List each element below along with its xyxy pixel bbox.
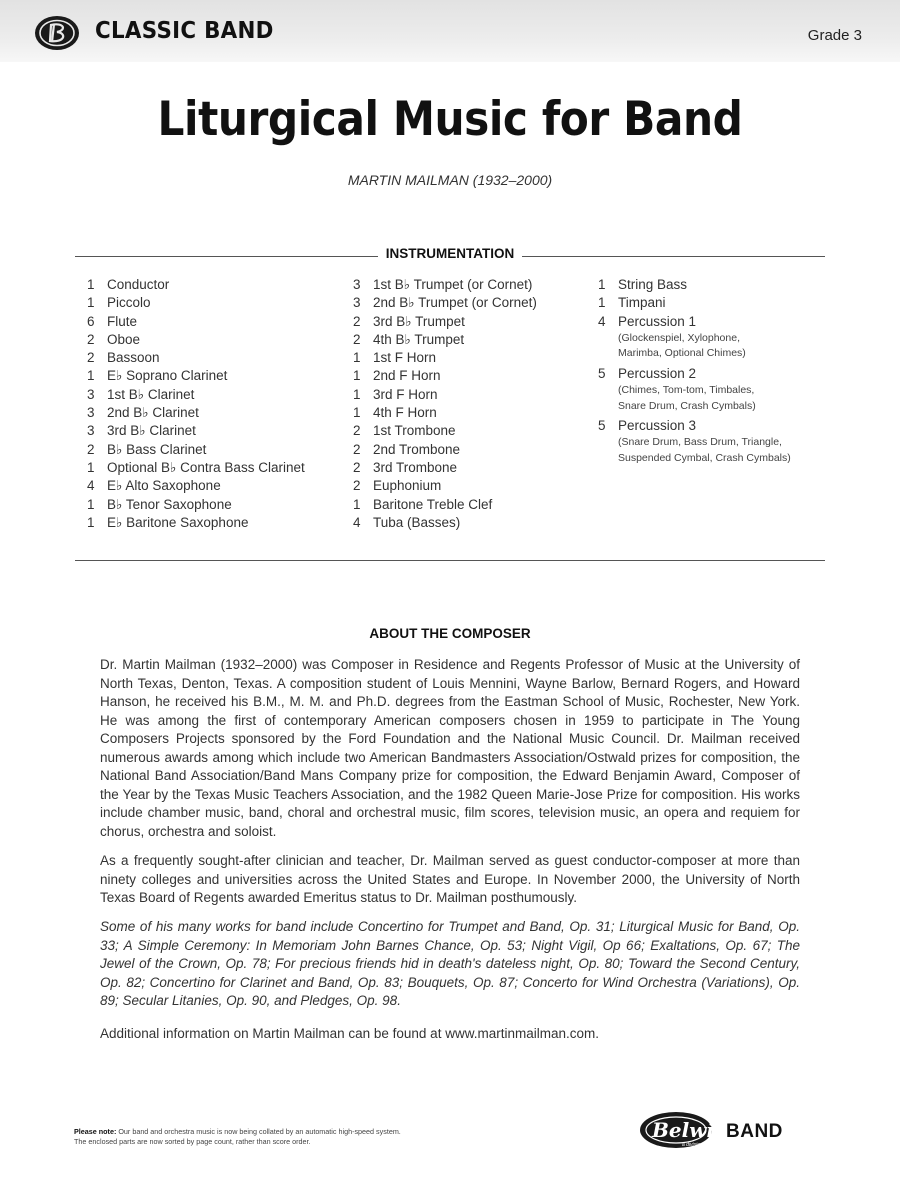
instrument-name: Tuba (Basses) xyxy=(373,514,461,530)
series-title: CLASSIC BAND xyxy=(95,18,274,44)
belwin-script: Belwin xyxy=(652,1118,729,1142)
instrument-quantity: 3 xyxy=(353,295,361,311)
instrument-name: 2nd F Horn xyxy=(373,368,441,384)
instrument-name: E♭ Soprano Clarinet xyxy=(107,368,228,384)
instrument-quantity: 1 xyxy=(353,405,361,421)
instrument-name: Baritone Treble Clef xyxy=(373,496,493,512)
about-paragraph-3: Some of his many works for band include Concertino for Trumpet and Band, Op. 31; Liturgical Music for Band, Op. 33; A Simple Ceremony: In Memoriam John Barnes Chance, Op. 53; Night Vigil, Op 66; Exaltations, Op. 67; The Jewel of the Crown, Op. 78; For precious friends hid in death's dateless night, Op. 80; Toward the Second Century, Op. 82; Concertino for Clarinet and Band, Op. 83; Bouquets, Op. 87; Concerto for Wind Orchestra (Variations), Op. 89; Secular Litanies, Op. 90, and Pledges, Op. 98. xyxy=(100,919,800,1008)
grade-label: Grade 3 xyxy=(807,27,862,44)
instrument-name: 1st B♭ Trumpet (or Cornet) xyxy=(373,277,533,292)
instrument-detail: Marimba, Optional Chimes) xyxy=(618,347,746,360)
instrumentation-column-2 xyxy=(353,276,537,532)
instrument-name: Piccolo xyxy=(107,295,151,311)
instrument-name: 3rd B♭ Trumpet xyxy=(373,313,465,329)
instrument-detail: Suspended Cymbal, Crash Cymbals) xyxy=(618,451,791,464)
instrument-quantity: 4 xyxy=(87,478,95,494)
instrument-quantity: 1 xyxy=(87,295,95,311)
instrument-quantity: 1 xyxy=(87,368,95,384)
instrument-row xyxy=(353,331,537,349)
instrument-quantity: 2 xyxy=(87,331,95,347)
instrument-quantity: 3 xyxy=(353,277,361,292)
classic-band-logo-icon xyxy=(34,13,80,53)
about-paragraph-2: As a frequently sought-after clinician and teacher, Dr. Mailman served as guest conductor-composer at more than ninety colleges and universities across the United States and Europe. In November 2000, the University of North Texas Board of Regents awarded Emeritus status to Dr. Mailman posthumously. xyxy=(100,853,800,905)
instrument-row xyxy=(87,331,305,349)
instrument-detail: (Snare Drum, Bass Drum, Triangle, xyxy=(618,436,782,449)
instrument-row xyxy=(87,514,305,532)
header-bar xyxy=(0,0,900,62)
instrument-quantity: 2 xyxy=(353,331,361,347)
instrument-name: E♭ Baritone Saxophone xyxy=(107,514,249,530)
instrument-row xyxy=(353,367,537,385)
instrument-row xyxy=(87,441,305,459)
instrument-name: 4th F Horn xyxy=(373,405,437,421)
instrument-row xyxy=(598,276,791,294)
instrument-name: String Bass xyxy=(618,277,688,292)
instrument-name: Percussion 3 xyxy=(618,418,697,434)
instrument-quantity: 1 xyxy=(598,277,606,292)
instrument-quantity: 2 xyxy=(353,441,361,457)
instrument-quantity: 4 xyxy=(353,514,361,530)
instrument-detail: Snare Drum, Crash Cymbals) xyxy=(618,399,756,412)
instrument-row xyxy=(87,496,305,514)
belwin-subtitle: a division of Alfred xyxy=(682,1142,723,1148)
instrument-name: Timpani xyxy=(618,295,666,311)
instrument-row xyxy=(598,313,791,331)
instrument-row xyxy=(87,477,305,495)
instrument-row xyxy=(353,422,537,440)
instrument-quantity: 2 xyxy=(353,478,361,494)
instrument-row xyxy=(353,441,537,459)
instrument-quantity: 1 xyxy=(598,295,606,311)
instrument-row xyxy=(353,477,537,495)
note-line-1: Our band and orchestra music is now being collated by an automatic high-speed system. xyxy=(116,1127,401,1136)
instrument-name: 3rd F Horn xyxy=(373,386,438,402)
instrument-row xyxy=(598,417,791,435)
collation-note xyxy=(74,1127,514,1147)
instrument-row xyxy=(87,404,305,422)
instrument-quantity: 6 xyxy=(87,313,95,329)
page-title: Liturgical Music for Band xyxy=(157,92,743,147)
instrument-quantity: 1 xyxy=(87,514,95,530)
composer-line: MARTIN MAILMAN (1932–2000) xyxy=(347,172,553,188)
instrument-quantity: 1 xyxy=(353,368,361,384)
instrument-quantity: 1 xyxy=(353,496,361,512)
instrument-row xyxy=(353,294,537,312)
instrument-quantity: 4 xyxy=(598,313,606,329)
instrument-name: E♭ Alto Saxophone xyxy=(107,478,221,494)
instrument-row xyxy=(353,349,537,367)
about-paragraph-4: Additional information on Martin Mailman can be found at www.martinmailman.com. xyxy=(100,1026,599,1041)
instrument-row xyxy=(598,294,791,312)
instrument-quantity: 5 xyxy=(598,365,606,381)
instrument-name: Conductor xyxy=(107,277,170,292)
instrument-quantity: 2 xyxy=(87,441,95,457)
instrument-row xyxy=(87,349,305,367)
instrument-quantity: 5 xyxy=(598,418,606,434)
instrument-row xyxy=(87,276,305,294)
instrument-name: 4th B♭ Trumpet xyxy=(373,331,465,347)
instrument-quantity: 1 xyxy=(87,459,95,475)
instrument-quantity: 1 xyxy=(353,386,361,402)
instrument-row xyxy=(353,313,537,331)
instrumentation-column-3 xyxy=(598,276,791,469)
instrument-name: 1st Trombone xyxy=(373,423,456,439)
instrument-name: 1st F Horn xyxy=(373,350,437,366)
instrument-row xyxy=(87,313,305,331)
instrument-quantity: 2 xyxy=(353,423,361,439)
instrument-quantity: 2 xyxy=(353,459,361,475)
instrument-quantity: 2 xyxy=(353,313,361,329)
instrument-name: Euphonium xyxy=(373,478,442,494)
instrument-name: Bassoon xyxy=(107,350,160,366)
instrument-row xyxy=(353,404,537,422)
instrument-name: Oboe xyxy=(107,331,141,347)
instrument-quantity: 3 xyxy=(87,405,95,421)
instrument-row xyxy=(353,459,537,477)
instrument-quantity: 1 xyxy=(87,277,95,292)
instrument-quantity: 3 xyxy=(87,386,95,402)
instrument-detail: (Glockenspiel, Xylophone, xyxy=(618,331,740,344)
instrumentation-bottom-rule xyxy=(75,560,825,561)
instrument-name: 1st B♭ Clarinet xyxy=(107,386,195,402)
instrument-row xyxy=(87,294,305,312)
instrument-quantity: 3 xyxy=(87,423,95,439)
instrument-row xyxy=(353,514,537,532)
instrument-name: 3rd Trombone xyxy=(373,459,458,475)
belwin-band-word: BAND xyxy=(726,1121,783,1142)
instrument-row xyxy=(87,422,305,440)
instrumentation-heading: INSTRUMENTATION xyxy=(0,246,900,261)
instrument-name: B♭ Bass Clarinet xyxy=(107,441,207,457)
instrument-row xyxy=(353,276,537,294)
instrument-row xyxy=(87,459,305,477)
belwin-band-logo xyxy=(638,1108,828,1156)
note-label: Please note: xyxy=(74,1127,117,1136)
about-heading: ABOUT THE COMPOSER xyxy=(369,626,531,641)
instrument-row xyxy=(598,365,791,383)
instrument-name: 2nd Trombone xyxy=(373,441,461,457)
instrument-detail: (Chimes, Tom-tom, Timbales, xyxy=(618,384,755,397)
instrument-quantity: 1 xyxy=(353,350,361,366)
note-line-2: The enclosed parts are now sorted by page count, rather than score order. xyxy=(74,1137,311,1146)
instrument-quantity: 1 xyxy=(87,496,95,512)
instrument-name: 3rd B♭ Clarinet xyxy=(107,423,196,439)
instrument-row xyxy=(353,496,537,514)
instrument-name: B♭ Tenor Saxophone xyxy=(107,496,232,512)
instrument-name: Percussion 2 xyxy=(618,365,697,381)
instrument-row xyxy=(87,367,305,385)
instrument-name: 2nd B♭ Clarinet xyxy=(107,405,199,421)
instrument-row xyxy=(353,386,537,404)
instrumentation-column-1 xyxy=(87,276,305,532)
instrument-name: Flute xyxy=(107,313,138,329)
instrument-quantity: 2 xyxy=(87,350,95,366)
instrument-name: Optional B♭ Contra Bass Clarinet xyxy=(107,459,305,475)
instrument-name: Percussion 1 xyxy=(618,313,697,329)
instrument-row xyxy=(87,386,305,404)
about-paragraph-1: Dr. Martin Mailman (1932–2000) was Composer in Residence and Regents Professor of Music at the University of North Texas, Denton, Texas. A composition student of Louis Mennini, Wayne Barlow, Bernard Rogers, and Howard Hanson, he received his B.M., M. M. and Ph.D. degrees from the Eastman School of Music, Rochester, New York. He was among the first of contemporary American composers chosen in 1959 to participate in The Young Composers Projects sponsored by the Ford Foundation and the National Music Council. Dr. Mailman received numerous awards among which include two American Bandmasters Association/Ostwald prizes for composition, the National Band Association/Band Mans Company prize for composition, the Edward Benjamin Award, Composer of the Year by the Texas Music Teachers Association, and the 1982 Queen Marie-Jose Prize for composition. His works include chamber music, band, choral and orchestral music, film scores, television music, an opera and requiem for chorus, orchestra and soloist. xyxy=(100,657,800,839)
instrument-name: 2nd B♭ Trumpet (or Cornet) xyxy=(373,295,537,311)
